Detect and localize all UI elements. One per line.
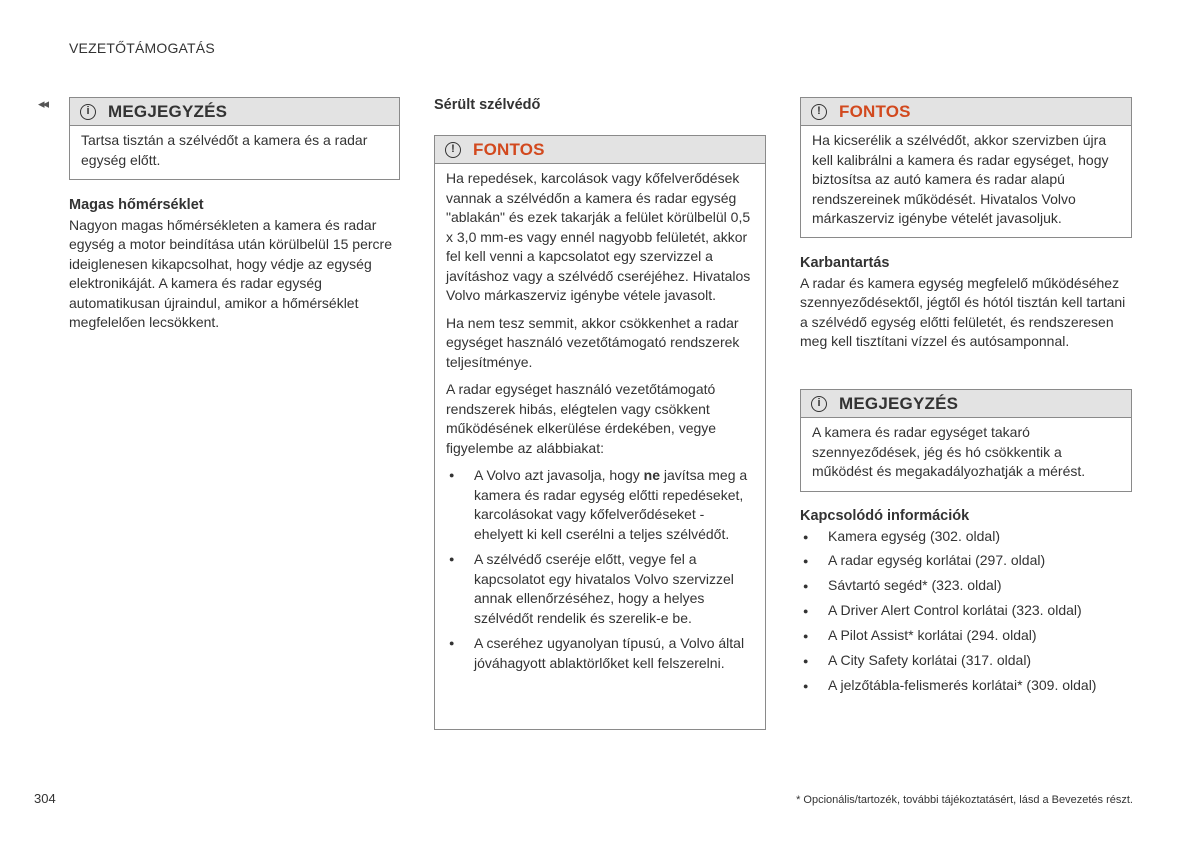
warning-paragraph: Ha repedések, karcolások vagy kőfelverődések vannak a szélvédőn a kamera és radar egység "ablakán" és ezek takarják a felület körülbelül 0,5 x 3,0 mm-es vagy ennél nagyobb felületét, akkor fel kell venni a kapcsolatot egy szervizzel a javításhoz vagy a szélvédő cseréjéhez. Hivatalos Volvo márkaszerviz igénybe vétele javasolt. bbox=[446, 170, 751, 303]
section-text: A radar és kamera egység megfelelő működéséhez szennyeződésektől, jégtől és hótól tisztán kell tartani a szélvédő egység előtti felületét, és rendszeresen meg kell tisztítani vízzel és autósamponnal. bbox=[800, 274, 1126, 349]
section-heading: Sérült szélvédő bbox=[434, 97, 541, 113]
info-icon: i bbox=[811, 396, 827, 412]
note-box bbox=[69, 97, 400, 180]
maintenance-section bbox=[800, 254, 1132, 352]
warning-title: FONTOS bbox=[473, 139, 545, 159]
warning-paragraph: A radar egységet használó vezetőtámogató rendszerek hibás, elégtelen vagy csökkent működésének elkerülése érdekében, vegye figyelembe az alábbiakat: bbox=[446, 381, 717, 456]
footnote: * Opcionális/tartozék, további tájékoztatásért, lásd a Bevezetés részt. bbox=[796, 794, 1133, 806]
note-box bbox=[800, 389, 1132, 492]
warning-body bbox=[801, 126, 1131, 238]
related-info-section bbox=[800, 507, 1132, 701]
warning-bullet-list bbox=[446, 466, 755, 673]
warning-paragraph: Ha nem tesz semmit, akkor csökkenhet a radar egységet használó vezetőtámogató rendszerek teljesítménye. bbox=[446, 314, 740, 370]
note-body bbox=[801, 418, 1131, 491]
page-header: VEZETŐTÁMOGATÁS bbox=[69, 40, 215, 56]
note-box-header bbox=[70, 98, 399, 126]
list-item: ● A cseréhez ugyanolyan típusú, a Volvo által jóváhagyott ablaktörlőket kell felszerelni. bbox=[446, 634, 755, 673]
list-item: ● A szélvédő cseréje előtt, vegye fel a kapcsolatot egy hivatalos Volvo szervizzel annak ellenőrzéséhez, hogy a helyes szélvédőt rendelik és szerelik-e be. bbox=[446, 550, 755, 628]
warning-box bbox=[800, 97, 1132, 238]
section-heading: Magas hőmérséklet bbox=[69, 197, 204, 213]
warning-body bbox=[435, 164, 765, 688]
exclamation-icon: ! bbox=[445, 142, 461, 158]
related-link[interactable]: ● A jelzőtábla-felismerés korlátai* (309. oldal) bbox=[800, 676, 1132, 696]
high-temperature-section bbox=[69, 196, 400, 333]
list-item: ● A Volvo azt javasolja, hogy ne javítsa meg a kamera és radar egység előtti repedéseket, karcolásokat vagy kőfelverődéseket - ehelyett ki kell cserélni a teljes szélvédőt. bbox=[446, 466, 755, 544]
warning-box-header bbox=[435, 136, 765, 164]
related-link[interactable]: ● Kamera egység (302. oldal) bbox=[800, 527, 1132, 547]
note-text: Tartsa tisztán a szélvédőt a kamera és a radar egység előtt. bbox=[81, 132, 368, 168]
warning-box bbox=[434, 135, 766, 730]
info-icon: i bbox=[80, 104, 96, 120]
warning-text: Ha kicserélik a szélvédőt, akkor szervizben újra kell kalibrálni a kamera és radar egységet, hogy biztosítsa az autó kamera és radar alapú rendszereinek működését. Hivatalos Volvo márkaszerviz igénybe vételét javasoljuk. bbox=[812, 132, 1109, 226]
page-number: 304 bbox=[34, 791, 56, 806]
related-link[interactable]: ● A Pilot Assist* korlátai (294. oldal) bbox=[800, 626, 1132, 646]
warning-title: FONTOS bbox=[839, 101, 911, 121]
note-body bbox=[70, 126, 399, 179]
note-box-header bbox=[801, 390, 1131, 418]
related-link[interactable]: ● A Driver Alert Control korlátai (323. oldal) bbox=[800, 601, 1132, 621]
note-text: A kamera és radar egységet takaró szennyeződések, jég és hó csökkentik a működést és megakadályozhatják a mérést. bbox=[812, 424, 1086, 479]
note-title: MEGJEGYZÉS bbox=[108, 101, 228, 121]
related-link[interactable]: ● A City Safety korlátai (317. oldal) bbox=[800, 651, 1132, 671]
related-link[interactable]: ● Sávtartó segéd* (323. oldal) bbox=[800, 576, 1132, 596]
section-heading: Karbantartás bbox=[800, 255, 890, 271]
damaged-windshield-heading-wrap bbox=[434, 96, 766, 116]
previous-page-marker[interactable]: ◂◂ bbox=[38, 96, 48, 111]
related-links-list bbox=[800, 527, 1132, 696]
warning-box-header bbox=[801, 98, 1131, 126]
section-text: Nagyon magas hőmérsékleten a kamera és radar egység a motor beindítása után körülbelül 15 percre ideiglenesen kikapcsolhat, hogy védje az egység elektronikáját. A kamera és radar egység automatikusan újraindul, amikor a hőmérséklet megfelelően lecsökkent. bbox=[69, 216, 392, 330]
related-link[interactable]: ● A radar egység korlátai (297. oldal) bbox=[800, 551, 1132, 571]
note-title: MEGJEGYZÉS bbox=[839, 393, 959, 413]
section-heading: Kapcsolódó információk bbox=[800, 508, 970, 524]
exclamation-icon: ! bbox=[811, 104, 827, 120]
